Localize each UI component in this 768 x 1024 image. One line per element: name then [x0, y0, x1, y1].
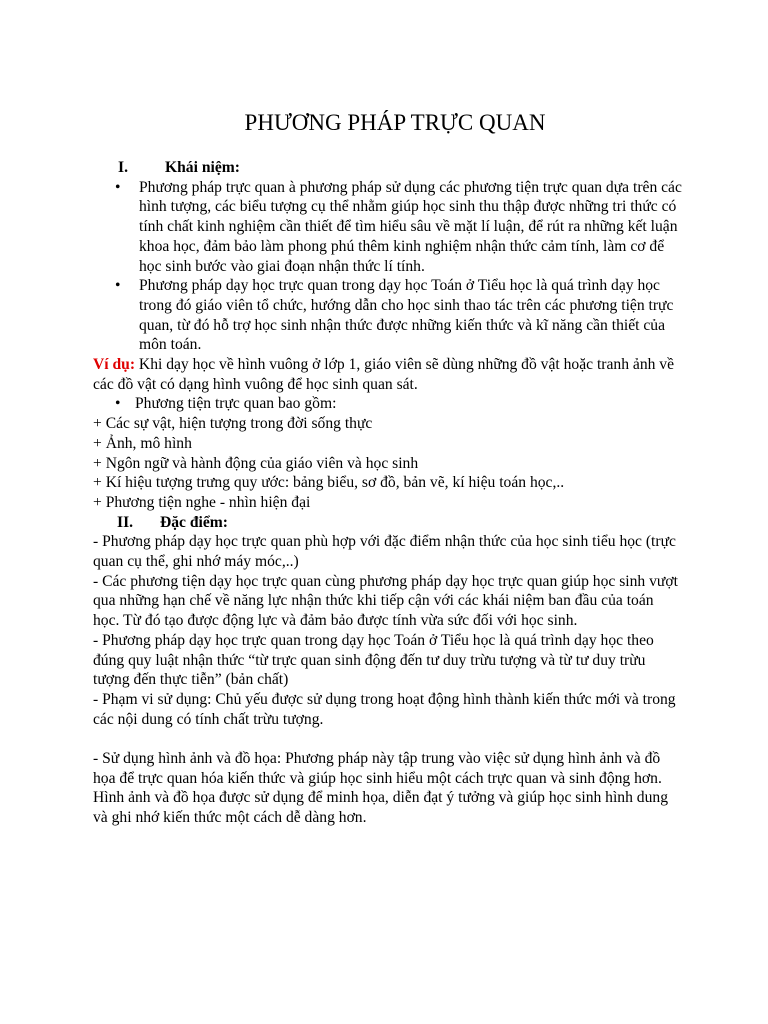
example-text: Khi dạy học về hình vuông ở lớp 1, giáo viên sẽ dùng những đồ vật hoặc tranh ảnh về các đồ vật có dạng hình vuông để học sinh quan sát.: [93, 356, 675, 393]
list-item: + Ảnh, mô hình: [93, 434, 192, 452]
paragraph: - Sử dụng hình ảnh và đồ họa: Phương pháp này tập trung vào việc sử dụng hình ảnh và đồ họa để trực quan hóa kiến thức và giúp học sinh hiểu một cách trực quan và sinh động hơn. Hình ảnh và đồ họa được sử dụng để minh họa, diễn đạt ý tưởng và giúp học sinh hình dung và ghi nhớ kiến thức một cách dễ dàng hơn.: [93, 750, 668, 827]
bullet-dot-icon: •: [115, 277, 121, 295]
bullet-text: Phương pháp trực quan à phương pháp sử dụng các phương tiện trực quan dựa trên các hình tượng, các biểu tượng cụ thể nhằm giúp học sinh thu thập được những tri thức có tính chất kinh nghiệm cần thiết để tìm hiểu sâu về mặt lí luận, để rút ra những kết luận khoa học, đảm bảo làm phong phú thêm kinh nghiệm nhận thức cảm tính, làm cơ để học sinh bước vào giai đoạn nhận thức lí tính.: [139, 178, 682, 275]
example-paragraph: [93, 355, 683, 394]
paragraph: - Phương pháp dạy học trực quan phù hợp với đặc điểm nhận thức của học sinh tiểu học (trực quan cụ thể, ghi nhớ máy móc,..): [93, 533, 676, 571]
blank-line: [93, 729, 683, 749]
page-title: PHƯƠNG PHÁP TRỰC QUAN: [244, 110, 546, 135]
section-heading-concept: [93, 158, 683, 178]
document-body: [93, 158, 683, 828]
example-label: Ví dụ:: [93, 356, 136, 374]
bullet-text: Phương pháp dạy học trực quan trong dạy học Toán ở Tiểu học là quá trình dạy học trong đó giáo viên tổ chức, hướng dẫn cho học sinh thao tác trên các phương tiện trực quan, từ đó hỗ trợ học sinh nhận thức được những kiến thức và kĩ năng cần thiết của môn toán.: [139, 277, 674, 354]
list-item: + Kí hiệu tượng trưng quy ước: bảng biểu, sơ đồ, bản vẽ, kí hiệu toán học,..: [93, 474, 565, 492]
paragraph: - Phạm vi sử dụng: Chủ yếu được sử dụng trong hoạt động hình thành kiến thức mới và trong các nội dung có tính chất trừu tượng.: [93, 690, 676, 728]
bullet-dot-icon: •: [115, 178, 121, 196]
list-item: + Các sự vật, hiện tượng trong đời sống thực: [93, 415, 373, 433]
paragraph: - Phương pháp dạy học trực quan trong dạy học Toán ở Tiểu học là quá trình dạy học theo đúng quy luật nhận thức “từ trực quan sinh động đến tư duy trừu tượng và từ tư duy trừu tượng đến thực tiễn” (bản chất): [93, 631, 654, 689]
bullet-item: [93, 394, 683, 414]
section-number: II.: [117, 513, 134, 531]
section-heading-text: Đặc điểm:: [160, 513, 228, 531]
bullet-dot-icon: •: [115, 395, 121, 413]
list-item: + Phương tiện nghe - nhìn hiện đại: [93, 493, 311, 511]
paragraph: - Các phương tiện dạy học trực quan cùng phương pháp dạy học trực quan giúp học sinh vượt qua những hạn chế về năng lực nhận thức khi tiếp cận với các khái niệm ban đầu của toán học. Từ đó tạo được động lực và đảm bảo được tính vừa sức đối với học sinh.: [93, 572, 678, 630]
bullet-item: [93, 276, 683, 355]
bullet-item: [93, 178, 683, 277]
list-item: + Ngôn ngữ và hành động của giáo viên và học sinh: [93, 454, 419, 472]
section-heading-text: Khái niệm:: [165, 159, 240, 176]
bullet-text: Phương tiện trực quan bao gồm:: [135, 395, 337, 413]
section-number: I.: [118, 159, 128, 176]
section-heading-features: [93, 513, 683, 533]
